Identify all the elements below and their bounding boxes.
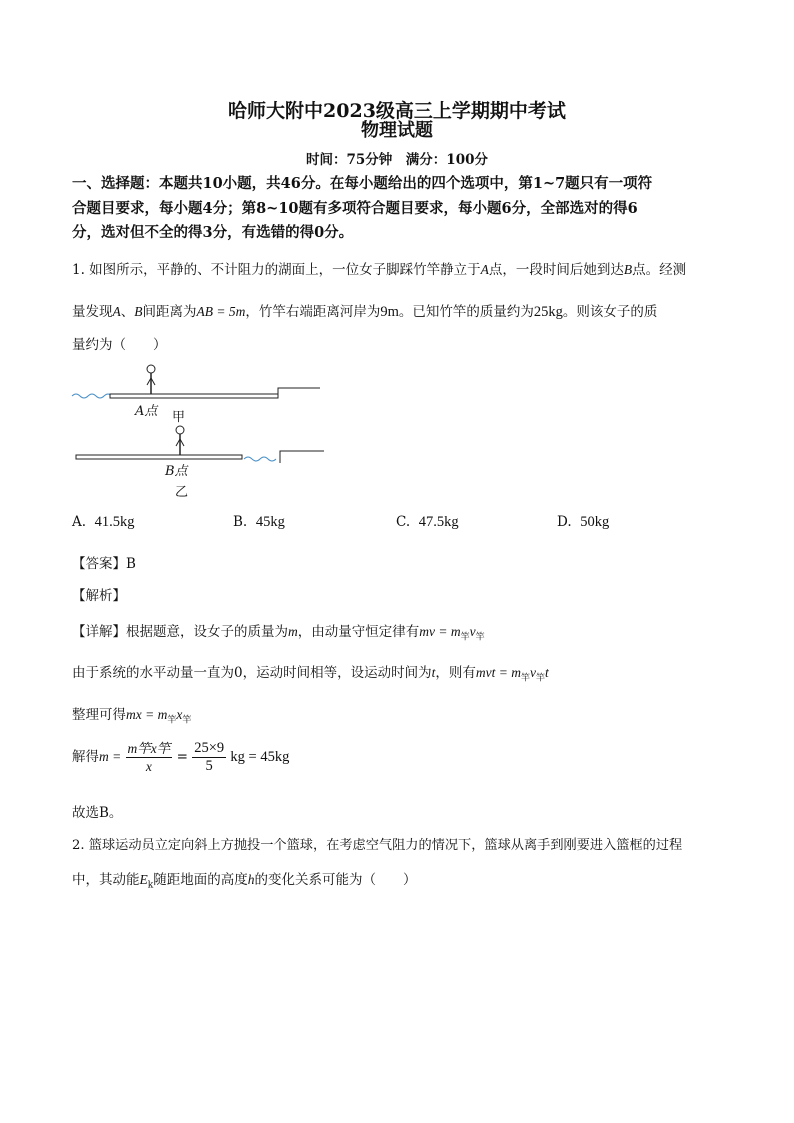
woman-head-bottom	[176, 426, 184, 434]
exam-info: 时间：75分钟 满分：100分	[306, 152, 488, 168]
q1-line-1: 1. 如图所示，平静的、不计阻力的湖面上，一位女子脚踩竹竿静立于A点，一段时间后她到达B点。经测	[72, 262, 687, 278]
q1-line-3: 量约为（ ）	[72, 337, 167, 353]
water-wave-top	[72, 394, 112, 398]
option-d[interactable]: D. 50kg	[557, 514, 610, 530]
water-wave-bottom	[244, 457, 276, 461]
fig-label-yi: 乙	[175, 485, 189, 500]
section-line-1: 一、选择题：本题共10小题，共46分。在每小题给出的四个选项中，第1~7题只有一项符	[72, 175, 653, 192]
q2-line-1: 2. 篮球运动员立定向斜上方抛投一个篮球，在考虑空气阻力的情况下，篮球从离手到刚要进入篮框的过程	[72, 838, 683, 853]
option-b[interactable]: B. 45kg	[233, 514, 285, 530]
q1-line-2: 量发现A、B间距离为AB = 5m，竹竿右端距离河岸为9m。已知竹竿的质量约为25kg。则该女子的质	[72, 304, 658, 320]
fraction-1: $\frac{\text{m竿x竿}}{x}$	[127, 741, 171, 774]
section-line-2: 合题目要求，每小题4分；第8~10题有多项符合题目要求，每小题6分，全部选对的得6	[72, 200, 638, 217]
q2-line-2: 中，其动能$E_k$随距地面的高度h的变化关系可能为（ ）	[72, 872, 417, 891]
option-c[interactable]: C. 47.5kg	[396, 514, 459, 530]
fig-label-a: A点	[135, 404, 158, 419]
fig-label-b: B点	[165, 464, 188, 479]
bank-top	[278, 388, 320, 398]
answer-line: 【答案】B	[72, 556, 136, 572]
pole-top	[110, 394, 278, 398]
bank-bottom	[280, 451, 324, 463]
q1-figure	[70, 358, 330, 498]
conclusion-line: 故选B。	[72, 805, 123, 821]
analysis-tag: 【解析】	[72, 588, 126, 604]
time-line: 由于系统的水平动量一直为0，运动时间相等，设运动时间为t，则有mvt = $m_竿v_竿t$	[72, 665, 549, 684]
subject-title: 物理试题	[361, 120, 433, 141]
fig-label-jia: 甲	[172, 410, 186, 425]
detail-line: 【详解】根据题意，设女子的质量为m，由动量守恒定律有mv = $m_竿v_竿$	[72, 624, 485, 643]
page-title: 哈师大附中2023级高三上学期期中考试	[228, 100, 566, 122]
section-line-3: 分，选对但不全的得3分，有选错的得0分。	[72, 224, 354, 241]
solve-line: 解得m = $\frac{\text{m竿x竿}}{x}$ = $\frac{25\times 9}{5}$ kg = 45kg	[72, 740, 290, 774]
option-a[interactable]: A. 41.5kg	[72, 514, 135, 530]
pole-bottom	[76, 455, 242, 459]
fraction-2: $\frac{25\times 9}{5}$	[194, 740, 225, 774]
simplify-line: 整理可得mx = $m_竿x_竿$	[72, 707, 192, 726]
woman-head-top	[147, 365, 155, 373]
